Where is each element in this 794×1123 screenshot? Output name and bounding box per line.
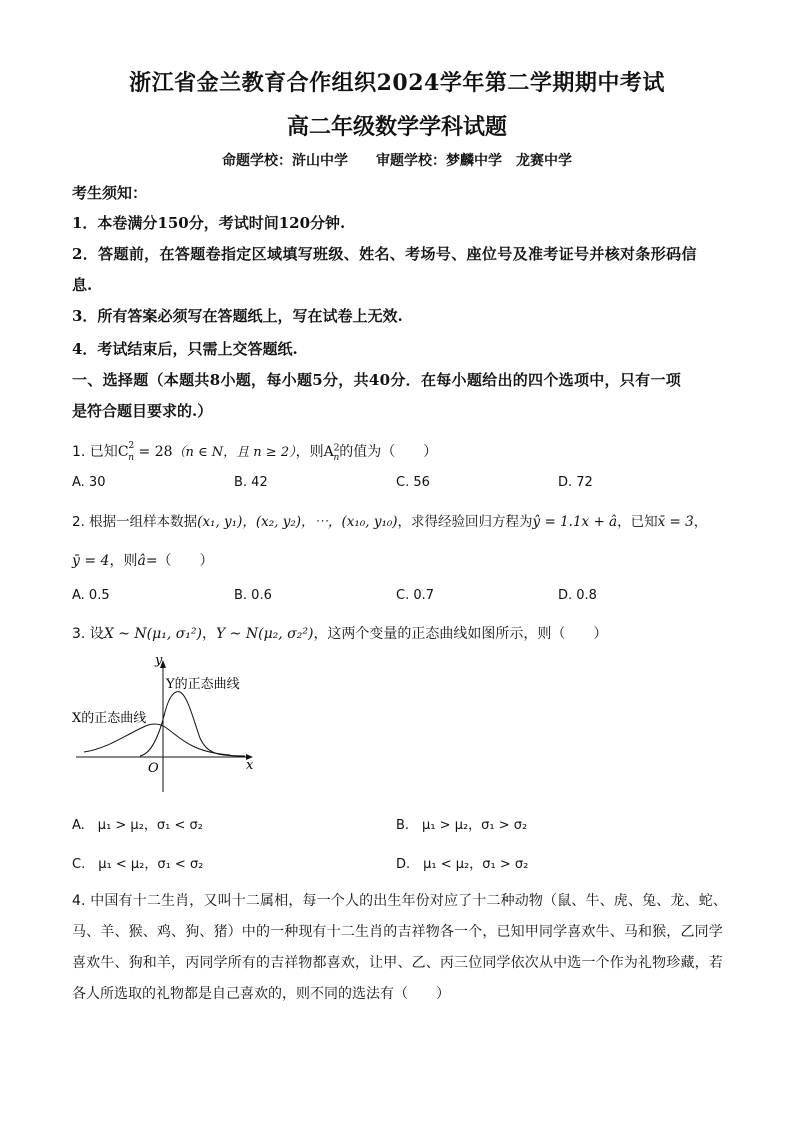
- q3-option-a: A. μ₁ > μ₂，σ₁ < σ₂: [72, 818, 203, 833]
- q1-prefix: 1. 已知: [72, 444, 118, 460]
- notice-heading: 考生须知：: [72, 184, 148, 202]
- q2-x-mean: x̄ = 3: [657, 514, 694, 530]
- question-2-line-2: [72, 550, 214, 570]
- q3-sep: ，: [201, 626, 216, 642]
- q2-intercept: â: [137, 553, 146, 569]
- q2-regression-equation: ŷ = 1.1x + â: [532, 514, 618, 530]
- x-normal-curve: [84, 724, 230, 755]
- q1-option-d: D. 72: [558, 475, 593, 490]
- q3-distribution-x: X ~ N(μ₁, σ₁²): [103, 626, 202, 642]
- q1-option-a: A. 30: [72, 475, 106, 490]
- q2-option-c: C. 0.7: [396, 588, 435, 603]
- notice-item-3: 3．所有答案必须写在答题纸上，写在试卷上无效.: [72, 307, 403, 325]
- q2-mid: ，求得经验回归方程为: [397, 514, 533, 530]
- notice-item-2-line-2: 息.: [72, 276, 93, 294]
- q3-option-d: D. μ₁ < μ₂，σ₁ > σ₂: [396, 857, 529, 872]
- q1-option-b: B. 42: [234, 475, 268, 490]
- exam-subtitle: 高二年级数学学科试题: [286, 114, 507, 140]
- section-1-heading-line-2: 是符合题目要求的.）: [72, 402, 213, 420]
- graph-origin-label: O: [148, 761, 159, 776]
- q1-suffix: 的值为（ ）: [339, 444, 438, 460]
- question-3: [72, 623, 607, 643]
- question-1: [72, 441, 437, 463]
- normal-curves-graph: [70, 652, 260, 797]
- q2-blank: =（ ）: [145, 553, 214, 569]
- q2-option-d: D. 0.8: [558, 588, 597, 603]
- notice-item-2-line-1: 2．答题前，在答题卷指定区域填写班级、姓名、考场号、座位号及准考证号并核对条形码信: [72, 245, 697, 263]
- graph-y-label: y: [155, 653, 163, 668]
- notice-item-4: 4．考试结束后，只需上交答题纸.: [72, 340, 298, 358]
- exam-title: 浙江省金兰教育合作组织2024学年第二学期期中考试: [129, 70, 665, 96]
- q2-comma: ，: [693, 514, 708, 530]
- q3-option-c: C. μ₁ < μ₂，σ₁ < σ₂: [72, 857, 204, 872]
- section-1-heading-line-1: 一、选择题（本题共8小题，每小题5分，共40分．在每小题给出的四个选项中，只有一项: [72, 371, 682, 389]
- question-4-line-4: 各人所选取的礼物都是自己喜欢的，则不同的选法有（ ）: [72, 986, 450, 1002]
- graph-x-curve-label: X的正态曲线: [72, 711, 147, 726]
- q1-condition: （n ∈ N，且 n ≥ 2）: [172, 445, 296, 460]
- question-2-line-1: [72, 510, 707, 530]
- q2-prefix: 2. 根据一组样本数据: [72, 514, 198, 530]
- q2-data-points: (x₁, y₁)，(x₂, y₂)，⋯，(x₁₀, y₁₀): [197, 514, 398, 530]
- graph-y-curve-label: Y的正态曲线: [166, 677, 240, 692]
- q2-option-b: B. 0.6: [234, 588, 272, 603]
- q1-combination: $C^2_n = 28$: [117, 441, 173, 463]
- q1-option-c: C. 56: [396, 475, 430, 490]
- question-4-line-2: 马、羊、猴、鸡、狗、猪）中的一种现有十二生肖的吉祥物各一个，已知甲同学喜欢牛、马和猴，乙同学: [72, 924, 723, 940]
- q2-given: ，已知: [617, 514, 658, 530]
- q2-y-mean: ȳ = 4: [72, 553, 110, 569]
- graph-x-label: x: [246, 758, 254, 773]
- question-4-line-3: 喜欢牛、狗和羊，丙同学所有的吉祥物都喜欢，让甲、乙、丙三位同学依次从中选一个作为礼物珍藏，若: [72, 955, 723, 971]
- q3-distribution-y: Y ~ N(μ₂, σ₂²): [215, 626, 314, 642]
- question-4-line-1: 4. 中国有十二生肖，又叫十二属相，每一个人的出生年份对应了十二种动物（鼠、牛、虎、兔、龙、蛇、: [72, 893, 728, 909]
- q3-suffix: ，这两个变量的正态曲线如图所示，则（ ）: [313, 626, 608, 642]
- q1-arrangement: $A^2_n$: [323, 443, 340, 463]
- exam-schools: 命题学校：浒山中学 审题学校：梦麟中学 龙赛中学: [222, 153, 572, 169]
- q2-then: ，则: [109, 553, 138, 569]
- q3-option-b: B. μ₁ > μ₂，σ₁ > σ₂: [396, 818, 528, 833]
- notice-item-1: 1．本卷满分150分，考试时间120分钟.: [72, 214, 346, 232]
- q2-option-a: A. 0.5: [72, 588, 110, 603]
- q3-prefix: 3. 设: [72, 626, 104, 642]
- q1-mid: ，则: [295, 444, 324, 460]
